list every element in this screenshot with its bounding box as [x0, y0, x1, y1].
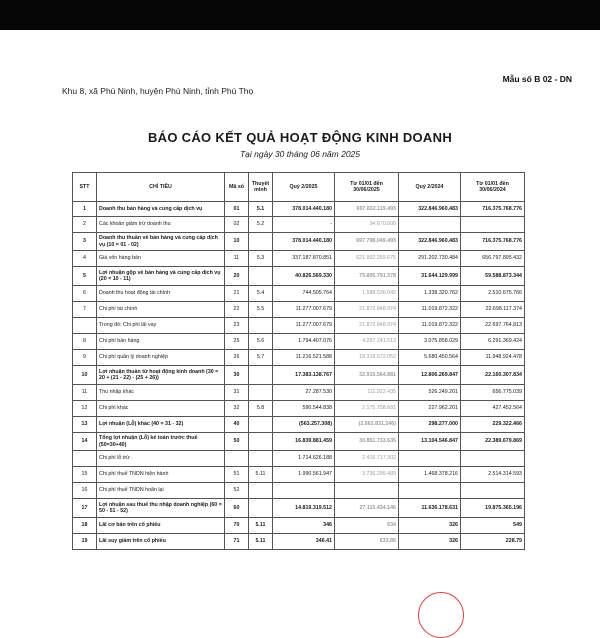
row-q2-2025: (563.257.308): [273, 417, 335, 433]
row-code: 11: [225, 251, 249, 267]
row-ytd-2024: [461, 451, 525, 467]
row-ytd-2024: 427.452.564: [461, 401, 525, 417]
row-ytd-2025: 75.805.791.378: [335, 267, 399, 286]
row-ytd-2025: 697.798.049.493: [335, 233, 399, 251]
row-q2-2024: 322.846.960.483: [399, 233, 461, 251]
table-row: [73, 451, 525, 467]
row-note: [249, 483, 273, 499]
header-note: Thuyết minh: [249, 173, 273, 202]
row-q2-2025: 17.383.138.767: [273, 366, 335, 385]
report-title: BÁO CÁO KẾT QUẢ HOẠT ĐỘNG KINH DOANH: [147, 130, 453, 145]
row-stt: 3: [73, 233, 97, 251]
row-indicator: Chi phí khác: [97, 401, 225, 417]
income-statement-table: [72, 172, 525, 550]
row-q2-2024: 298.277.000: [399, 417, 461, 433]
table-row: [73, 202, 525, 217]
table-row: [73, 534, 525, 550]
row-ytd-2025: 4.287.241.513: [335, 334, 399, 350]
row-ytd-2025: 633.85: [335, 534, 399, 550]
row-ytd-2024: 22.389.679.869: [461, 433, 525, 451]
row-note: [249, 233, 273, 251]
row-ytd-2025: 697.832.119.493: [335, 202, 399, 217]
row-q2-2025: 14.819.319.512: [273, 499, 335, 518]
row-note: [249, 385, 273, 401]
table-row: [73, 499, 525, 518]
row-note: 5.11: [249, 518, 273, 534]
table-row: [73, 483, 525, 499]
row-q2-2024: 12.806.269.847: [399, 366, 461, 385]
top-black-bar: [0, 0, 600, 30]
row-indicator: Lợi nhuận sau thuế thu nhập doanh nghiệp (60 = 50 - 51 - 52): [97, 499, 225, 518]
table-header-row: [73, 173, 525, 202]
row-ytd-2024: 656.797.895.432: [461, 251, 525, 267]
row-ytd-2024: 19.875.365.196: [461, 499, 525, 518]
row-stt: 7: [73, 302, 97, 318]
row-q2-2024: 322.846.960.483: [399, 202, 461, 217]
row-stt: 6: [73, 286, 97, 302]
row-indicator: Giá vốn hàng bán: [97, 251, 225, 267]
row-ytd-2024: 22.697.764.813: [461, 318, 525, 334]
row-note: 5.6: [249, 334, 273, 350]
row-code: 32: [225, 401, 249, 417]
row-indicator: Doanh thu thuần về bán hàng và cung cấp dịch vụ (10 = 01 - 02): [97, 233, 225, 251]
row-ytd-2025: 34.670.000: [335, 217, 399, 233]
row-stt: 14: [73, 433, 97, 451]
row-ytd-2025: 21.872.848.974: [335, 302, 399, 318]
row-stt: 17: [73, 499, 97, 518]
row-ytd-2025: 21.872.848.974: [335, 318, 399, 334]
row-indicator: Lãi cơ bản trên cổ phiếu: [97, 518, 225, 534]
table-row: [73, 286, 525, 302]
row-stt: 5: [73, 267, 97, 286]
row-q2-2025: [273, 483, 335, 499]
row-q2-2025: -: [273, 217, 335, 233]
table-row: [73, 350, 525, 366]
row-stt: 18: [73, 518, 97, 534]
row-stt: 2: [73, 217, 97, 233]
row-stt: 13: [73, 417, 97, 433]
red-stamp: [418, 592, 464, 638]
row-q2-2024: 1.468.378.216: [399, 467, 461, 483]
row-q2-2025: 346.41: [273, 534, 335, 550]
row-stt: 8: [73, 334, 97, 350]
row-code: 26: [225, 350, 249, 366]
row-stt: 12: [73, 401, 97, 417]
company-address: Khu 8, xã Phù Ninh, huyện Phù Ninh, tỉnh Phú Thọ: [62, 86, 254, 96]
row-q2-2025: 11.216.521.588: [273, 350, 335, 366]
row-indicator: Doanh thu hoạt động tài chính: [97, 286, 225, 302]
row-q2-2025: 337.187.870.851: [273, 251, 335, 267]
row-ytd-2025: 2.416.717.302: [335, 451, 399, 467]
row-code: 70: [225, 518, 249, 534]
table-body: [73, 202, 525, 550]
row-ytd-2024: 2.514.314.593: [461, 467, 525, 483]
row-indicator: Lợi nhuận gộp về bán hàng và cung cấp dịch vụ (20 = 10 - 11): [97, 267, 225, 286]
row-q2-2025: 1.990.561.947: [273, 467, 335, 483]
row-note: 5.3: [249, 251, 273, 267]
row-indicator: Chi phí lỗ trừ: [97, 451, 225, 467]
row-stt: 9: [73, 350, 97, 366]
row-note: [249, 417, 273, 433]
row-stt: [73, 451, 97, 467]
row-ytd-2025: (2.063.831.246): [335, 417, 399, 433]
row-indicator: Các khoản giảm trừ doanh thu: [97, 217, 225, 233]
row-q2-2024: 326: [399, 518, 461, 534]
row-ytd-2025: 3.736.299.489: [335, 467, 399, 483]
header-indicator: CHỈ TIÊU: [97, 173, 225, 202]
table-row: [73, 417, 525, 433]
row-q2-2024: 13.104.546.847: [399, 433, 461, 451]
row-q2-2025: 27.287.530: [273, 385, 335, 401]
row-code: 51: [225, 467, 249, 483]
header-ytd-2024: Từ 01/01 đến 30/06/2024: [461, 173, 525, 202]
row-q2-2024: [399, 217, 461, 233]
row-note: 5.1: [249, 202, 273, 217]
row-ytd-2024: 716.375.768.776: [461, 233, 525, 251]
header-q2-2025: Quý 2/2025: [273, 173, 335, 202]
row-ytd-2025: 1.588.536.042: [335, 286, 399, 302]
table-row: [73, 366, 525, 385]
row-ytd-2024: 716.375.768.776: [461, 202, 525, 217]
row-stt: 16: [73, 483, 97, 499]
row-indicator: Chi phí bán hàng: [97, 334, 225, 350]
row-q2-2025: 378.014.440.180: [273, 233, 335, 251]
row-indicator: Chi phí quản lý doanh nghiệp: [97, 350, 225, 366]
row-ytd-2024: [461, 483, 525, 499]
row-ytd-2025: 2.175.758.681: [335, 401, 399, 417]
row-q2-2024: [399, 483, 461, 499]
row-note: [249, 366, 273, 385]
row-ytd-2025: 30.851.733.635: [335, 433, 399, 451]
row-note: 5.11: [249, 534, 273, 550]
row-code: 52: [225, 483, 249, 499]
row-code: 50: [225, 433, 249, 451]
row-note: [249, 267, 273, 286]
row-note: 5.11: [249, 467, 273, 483]
row-q2-2025: 346: [273, 518, 335, 534]
row-indicator: Thu nhập khác: [97, 385, 225, 401]
table-row: [73, 267, 525, 286]
row-note: 5.7: [249, 350, 273, 366]
row-note: [249, 451, 273, 467]
row-q2-2024: 326: [399, 534, 461, 550]
table-row: [73, 518, 525, 534]
row-code: 31: [225, 385, 249, 401]
row-ytd-2024: 22.698.117.374: [461, 302, 525, 318]
row-q2-2024: 11.019.872.322: [399, 302, 461, 318]
table-row: [73, 433, 525, 451]
row-ytd-2024: 59.588.873.344: [461, 267, 525, 286]
header-q2-2024: Quý 2/2024: [399, 173, 461, 202]
header-code: Mã số: [225, 173, 249, 202]
row-note: 5.5: [249, 302, 273, 318]
table-row: [73, 217, 525, 233]
row-code: 25: [225, 334, 249, 350]
row-ytd-2024: 6.291.369.424: [461, 334, 525, 350]
row-indicator: Chi phí thuế TNDN hoãn lại: [97, 483, 225, 499]
row-q2-2025: 1.794.407.076: [273, 334, 335, 350]
row-indicator: Doanh thu bán hàng và cung cấp dịch vụ: [97, 202, 225, 217]
form-number: Mẫu số B 02 - DN: [502, 74, 572, 84]
table-row: [73, 401, 525, 417]
row-ytd-2025: 634: [335, 518, 399, 534]
row-q2-2024: 11.019.872.322: [399, 318, 461, 334]
row-code: [225, 451, 249, 467]
row-indicator: Lợi nhuận thuần từ hoạt động kinh doanh (30 = 20 + (21 - 22) - (25 + 26)): [97, 366, 225, 385]
row-code: 60: [225, 499, 249, 518]
row-q2-2025: 378.014.440.180: [273, 202, 335, 217]
row-ytd-2025: 621.992.259.675: [335, 251, 399, 267]
row-ytd-2025: [335, 483, 399, 499]
row-ytd-2024: 11.948.924.478: [461, 350, 525, 366]
row-indicator: Chi phí tài chính: [97, 302, 225, 318]
row-stt: [73, 318, 97, 334]
row-q2-2024: 526.249.201: [399, 385, 461, 401]
row-ytd-2025: 32.915.564.881: [335, 366, 399, 385]
row-q2-2024: 227.962.201: [399, 401, 461, 417]
row-code: 01: [225, 202, 249, 217]
row-q2-2024: 1.338.320.762: [399, 286, 461, 302]
row-stt: 1: [73, 202, 97, 217]
row-note: [249, 499, 273, 518]
table-row: [73, 385, 525, 401]
row-q2-2024: [399, 451, 461, 467]
row-ytd-2024: 229.322.466: [461, 417, 525, 433]
row-indicator: Trong đó: Chi phí lãi vay: [97, 318, 225, 334]
table-row: [73, 467, 525, 483]
report-date: Tại ngày 30 tháng 06 năm 2025: [239, 149, 361, 159]
row-code: 22: [225, 302, 249, 318]
row-stt: 19: [73, 534, 97, 550]
row-stt: 4: [73, 251, 97, 267]
row-q2-2024: 5.680.450.564: [399, 350, 461, 366]
header-stt: STT: [73, 173, 97, 202]
row-code: 10: [225, 233, 249, 251]
table-row: [73, 233, 525, 251]
row-q2-2025: 1.714.626.188: [273, 451, 335, 467]
row-code: 02: [225, 217, 249, 233]
row-stt: 15: [73, 467, 97, 483]
row-note: [249, 318, 273, 334]
row-q2-2024: 11.636.178.631: [399, 499, 461, 518]
row-q2-2025: 11.277.007.679: [273, 302, 335, 318]
row-code: 71: [225, 534, 249, 550]
row-q2-2025: 744.505.764: [273, 286, 335, 302]
row-code: 40: [225, 417, 249, 433]
row-q2-2025: 40.826.569.330: [273, 267, 335, 286]
row-stt: 10: [73, 366, 97, 385]
row-ytd-2024: 22.160.307.834: [461, 366, 525, 385]
row-ytd-2025: 27.115.434.146: [335, 499, 399, 518]
row-q2-2025: 11.277.007.679: [273, 318, 335, 334]
row-q2-2024: 3.075.858.029: [399, 334, 461, 350]
row-code: 23: [225, 318, 249, 334]
row-stt: 11: [73, 385, 97, 401]
row-q2-2025: 16.839.881.459: [273, 433, 335, 451]
table-row: [73, 318, 525, 334]
row-q2-2024: 291.202.730.484: [399, 251, 461, 267]
row-note: 5.2: [249, 217, 273, 233]
row-indicator: Lãi suy giảm trên cổ phiếu: [97, 534, 225, 550]
row-q2-2024: 31.644.129.999: [399, 267, 461, 286]
row-code: 20: [225, 267, 249, 286]
row-note: 5.8: [249, 401, 273, 417]
row-ytd-2024: 656.775.039: [461, 385, 525, 401]
row-ytd-2025: 18.318.672.052: [335, 350, 399, 366]
row-note: 5.4: [249, 286, 273, 302]
row-code: 21: [225, 286, 249, 302]
row-indicator: Chi phí thuế TNDN hiện hành: [97, 467, 225, 483]
row-note: [249, 433, 273, 451]
table-row: [73, 334, 525, 350]
row-indicator: Tổng lợi nhuận (Lỗ) kế toán trước thuế (50=30+40): [97, 433, 225, 451]
row-ytd-2025: 111.922.435: [335, 385, 399, 401]
header-ytd-2025: Từ 01/01 đến 30/06/2025: [335, 173, 399, 202]
table-row: [73, 302, 525, 318]
row-code: 30: [225, 366, 249, 385]
row-indicator: Lợi nhuận (Lỗ) khác (40 = 31 - 32): [97, 417, 225, 433]
table-row: [73, 251, 525, 267]
row-ytd-2024: [461, 217, 525, 233]
row-ytd-2024: 549: [461, 518, 525, 534]
row-ytd-2024: 2.510.675.766: [461, 286, 525, 302]
row-q2-2025: 590.544.838: [273, 401, 335, 417]
row-ytd-2024: 228.79: [461, 534, 525, 550]
